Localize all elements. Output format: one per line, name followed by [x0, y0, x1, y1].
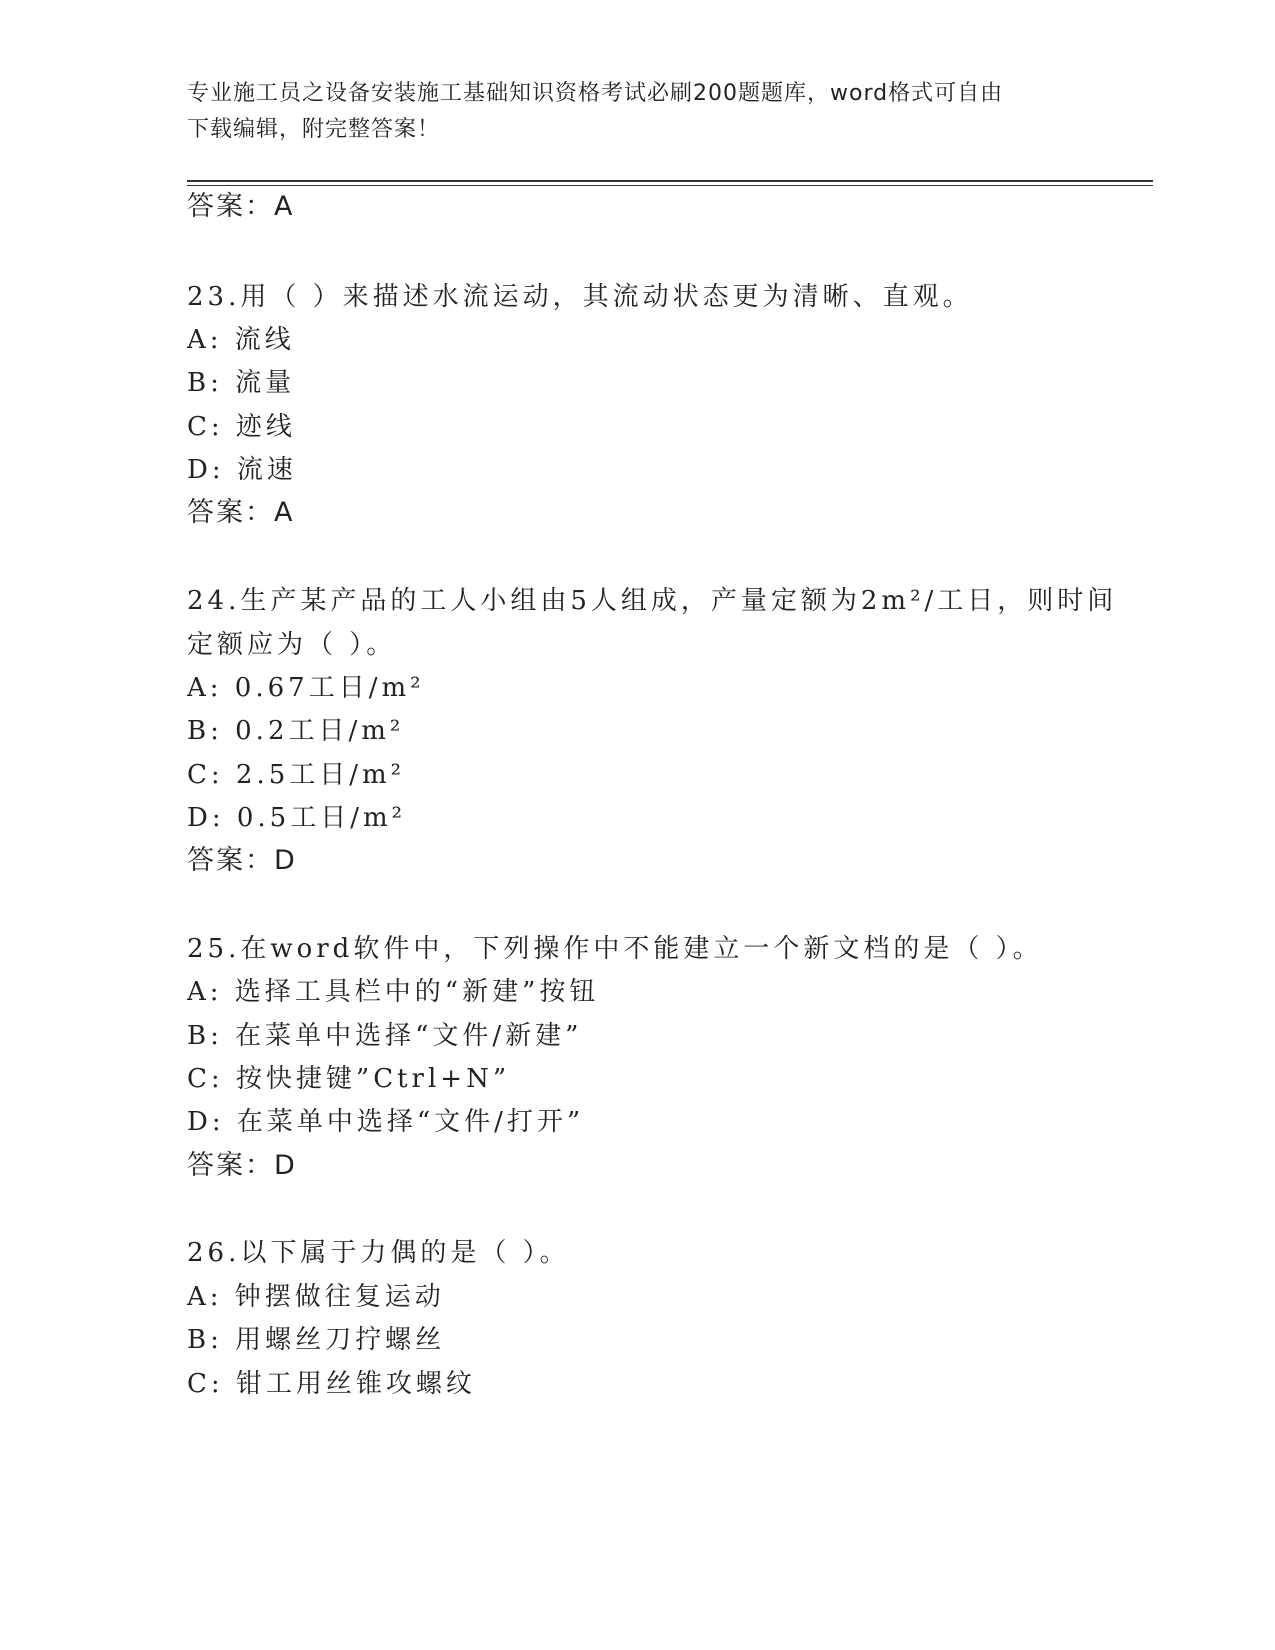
question-23-option-d: D: 流速	[187, 455, 297, 485]
question-25-option-a: A: 选择工具栏中的“新建”按钮	[187, 977, 600, 1007]
header-divider-thin	[187, 185, 1153, 186]
answer-q23: 答案：A	[187, 497, 295, 528]
question-23-option-b: B: 流量	[187, 368, 296, 398]
question-26-option-c: C: 钳工用丝锥攻螺纹	[187, 1369, 476, 1399]
question-23-option-a: A: 流线	[187, 325, 295, 355]
question-25-option-d: D: 在菜单中选择“文件/打开”	[187, 1107, 585, 1137]
answer-q24: 答案：D	[187, 845, 297, 876]
question-25-stem: 25.在word软件中，下列操作中不能建立一个新文档的是（ ）。	[187, 934, 1043, 964]
question-24-stem-line-1: 24.生产某产品的工人小组由5人组成，产量定额为2m²/工日，则时间	[187, 586, 1118, 616]
answer-q22: 答案：A	[187, 191, 295, 222]
question-24-option-d: D: 0.5工日/m²	[187, 803, 407, 833]
question-24-option-a: A: 0.67工日/m²	[187, 673, 425, 703]
header-divider-thick	[187, 180, 1153, 182]
answer-q25: 答案：D	[187, 1150, 297, 1181]
header-line-2: 下载编辑，附完整答案！	[187, 117, 441, 142]
question-23-stem: 23.用（ ）来描述水流运动，其流动状态更为清晰、直观。	[187, 282, 973, 312]
question-23-option-c: C: 迹线	[187, 412, 296, 442]
question-25-option-b: B: 在菜单中选择“文件/新建”	[187, 1021, 583, 1051]
question-26-option-a: A: 钟摆做往复运动	[187, 1282, 445, 1312]
question-26-option-b: B: 用螺丝刀拧螺丝	[187, 1325, 446, 1355]
document-header	[187, 76, 1087, 148]
question-24-stem-line-2: 定额应为（ ）。	[187, 630, 397, 660]
question-25-option-c: C: 按快捷键”Ctrl+N”	[187, 1064, 511, 1094]
question-24-option-b: B: 0.2工日/m²	[187, 716, 405, 746]
question-26-stem: 26.以下属于力偶的是（ ）。	[187, 1238, 570, 1268]
question-24-option-c: C: 2.5工日/m²	[187, 760, 406, 790]
header-line-1: 专业施工员之设备安装施工基础知识资格考试必刷200题题库，word格式可自由	[187, 81, 1004, 106]
